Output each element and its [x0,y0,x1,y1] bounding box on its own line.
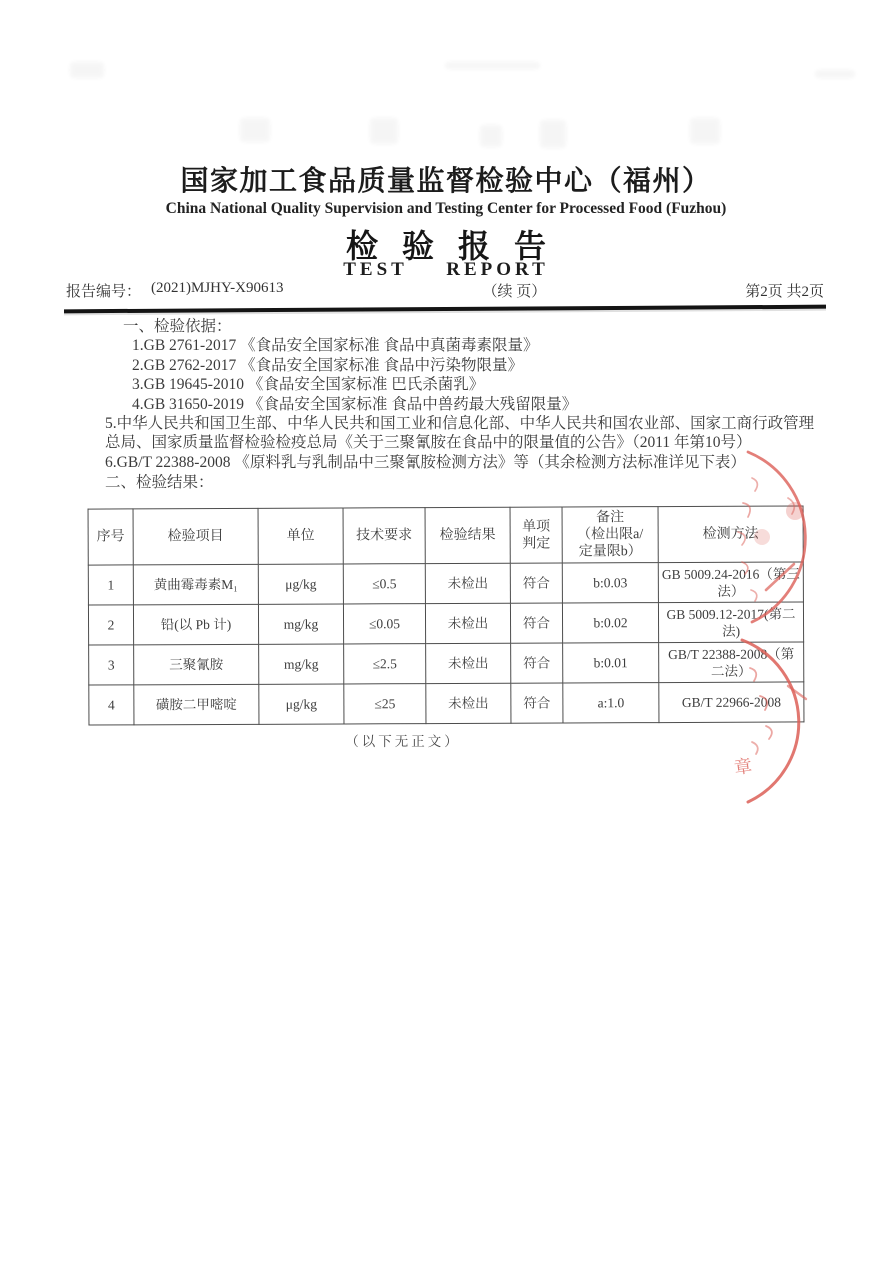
table-cell: GB 5009.24-2016（第三法） [658,562,803,603]
table-cell: 磺胺二甲嘧啶 [134,684,259,725]
results-table-wrap [88,505,805,725]
table-cell: μg/kg [258,564,343,604]
table-cell: GB 5009.12-2017(第二法) [658,602,803,643]
basis-item-6: 6.GB/T 22388-2008 《原料乳与乳制品中三聚氰胺检测方法》等（其余检测方法标准详见下表） [105,453,746,471]
basis-item-3: 3.GB 19645-2010 《食品安全国家标准 巴氏杀菌乳》 [132,376,485,394]
page-indicator: 第2页 共2页 [745,284,824,300]
report-meta-row [66,280,824,301]
header-divider-rule [64,305,826,313]
header-seq: 序号 [88,509,133,565]
table-cell: 未检出 [425,563,510,603]
results-table [88,505,805,725]
table-cell: ≤2.5 [344,644,426,684]
table-cell: a:1.0 [563,683,659,723]
table-cell: 黄曲霉毒素M₁ [133,564,258,605]
basis-item-5: 5.中华人民共和国卫生部、中华人民共和国工业和信息化部、中华人民共和国农业部、国家工商行政管理总局、国家质量监督检验检疫总局《关于三聚氰胺在食品中的限量值的公告》（2011 年第10号） [105,415,815,452]
basis-section [105,317,827,493]
table-cell: b:0.01 [563,643,659,683]
table-cell: 未检出 [426,643,511,683]
table-cell: 符合 [510,563,562,603]
table-cell: 铅(以 Pb 计) [133,604,258,645]
basis-item-1: 1.GB 2761-2017 《食品安全国家标准 食品中真菌毒素限量》 [132,337,539,355]
header-item: 检验项目 [133,508,258,565]
header-unit: 单位 [258,508,343,564]
table-cell: μg/kg [259,684,344,724]
seal-char: 章 [732,755,754,779]
table-cell: 符合 [511,683,563,723]
end-note: （以下无正文） [345,734,461,749]
table-cell: 未检出 [426,683,511,723]
table-cell: ≤25 [344,684,426,724]
table-cell: GB/T 22966-2008 [659,682,804,723]
table-row [88,562,803,605]
results-table-body [88,562,804,725]
org-name-cn: 国家加工食品质量监督检验中心（福州） [180,166,712,197]
table-cell: 符合 [511,643,563,683]
basis-item-2: 2.GB 2762-2017 《食品安全国家标准 食品中污染物限量》 [132,356,523,374]
table-cell: 符合 [510,603,562,643]
table-cell: GB/T 22388-2008（第二法） [659,642,804,683]
header-method: 检测方法 [658,506,803,563]
continued-note: （续 页） [482,284,547,300]
table-cell: mg/kg [259,644,344,684]
report-no-value: (2021)MJHY-X90613 [151,280,284,296]
header-requirement: 技术要求 [343,508,425,564]
org-name-en: China National Quality Supervision and Testing Center for Processed Food (Fuzhou) [165,200,727,217]
table-cell: ≤0.05 [343,604,425,644]
header-result: 检验结果 [425,507,510,563]
basis-heading: 一、检验依据： [123,318,232,335]
table-row [88,602,803,645]
table-row [89,642,804,685]
table-header-row [88,506,803,565]
report-no-label: 报告编号： [66,284,142,300]
basis-item-4: 4.GB 31650-2019 《食品安全国家标准 食品中兽药最大残留限量》 [132,395,578,413]
doc-title-cn: 检验报告 [345,228,570,264]
table-cell: 未检出 [425,603,510,643]
table-cell: 2 [88,605,133,645]
table-cell: 3 [89,645,134,685]
table-cell: mg/kg [258,604,343,644]
table-cell: ≤0.5 [343,564,425,604]
header-judgment: 单项 判定 [510,507,562,563]
table-cell: b:0.02 [562,603,658,643]
table-row [89,682,804,725]
header-remark: 备注 （检出限a/ 定量限b） [562,507,658,563]
table-cell: b:0.03 [562,563,658,603]
doc-title-en: TEST REPORT [343,259,549,280]
results-heading: 二、检验结果： [105,474,214,492]
table-cell: 4 [89,685,134,725]
table-cell: 1 [88,565,133,605]
table-cell: 三聚氰胺 [134,644,259,685]
